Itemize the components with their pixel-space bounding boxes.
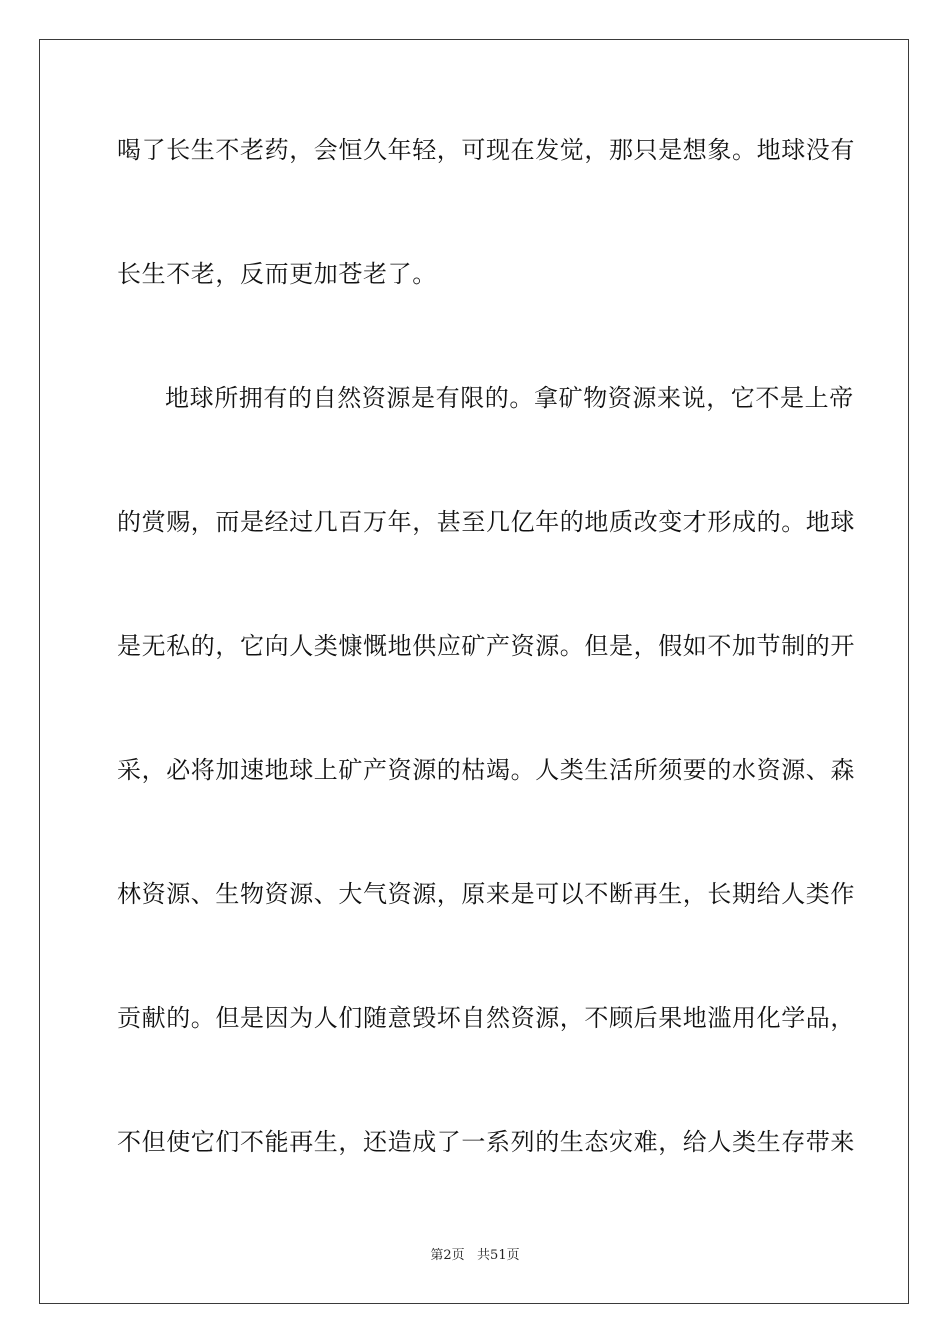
body-text-line: 的赏赐，而是经过几百万年，甚至几亿年的地质改变才形成的。地球 [117, 508, 855, 536]
page-frame [39, 39, 909, 1304]
body-text-line: 不但使它们不能再生，还造成了一系列的生态灾难，给人类生存带来 [117, 1128, 855, 1156]
page-number-footer: 第2页 共51页 [430, 1248, 520, 1263]
body-text-line: 长生不老，反而更加苍老了。 [117, 260, 437, 288]
body-text-line: 是无私的，它向人类慷慨地供应矿产资源。但是，假如不加节制的开 [117, 632, 855, 660]
paragraph-first-line: 地球所拥有的自然资源是有限的。拿矿物资源来说，它不是上帝 [165, 384, 854, 412]
body-text-line: 贡献的。但是因为人们随意毁坏自然资源，不顾后果地滥用化学品， [117, 1004, 855, 1032]
body-text-line: 喝了长生不老药，会恒久年轻，可现在发觉，那只是想象。地球没有 [117, 136, 855, 164]
body-text-line: 林资源、生物资源、大气资源，原来是可以不断再生，长期给人类作 [117, 880, 855, 908]
body-text-line: 采，必将加速地球上矿产资源的枯竭。人类生活所须要的水资源、森 [117, 756, 855, 784]
